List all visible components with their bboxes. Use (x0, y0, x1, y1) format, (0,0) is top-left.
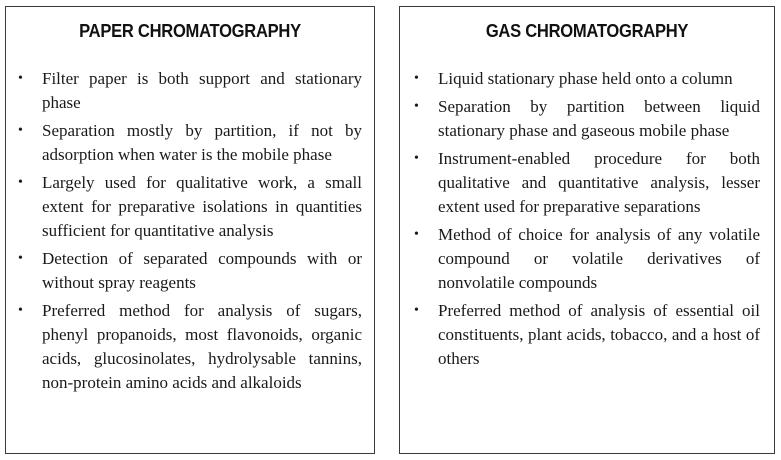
bullet-icon: • (18, 175, 23, 190)
list-item: • Filter paper is both support and stationary phase (18, 69, 362, 112)
bullet-icon: • (18, 71, 23, 86)
bullet-icon: • (18, 303, 23, 318)
list-item: • Separation by partition between liquid stationary phase and gaseous mobile phase (414, 97, 760, 140)
gas-chromatography-list (414, 67, 760, 375)
list-item: • Instrument-enabled procedure for both qualitative and quantitative analysis, lesser extent used for preparative separations (414, 149, 760, 216)
paper-chromatography-list (18, 67, 362, 399)
list-item: • Method of choice for analysis of any volatile compound or volatile derivatives of nonvolatile compounds (414, 225, 760, 292)
bullet-icon: • (414, 99, 419, 114)
bullet-icon: • (414, 151, 419, 166)
paper-chromatography-box (5, 6, 375, 454)
list-item: • Separation mostly by partition, if not by adsorption when water is the mobile phase (18, 121, 362, 164)
list-item: • Detection of separated compounds with or without spray reagents (18, 249, 362, 292)
gas-chromatography-box (399, 6, 775, 454)
list-item: • Largely used for qualitative work, a small extent for preparative isolations in quantities sufficient for quantitative analysis (18, 173, 362, 240)
list-item: • Liquid stationary phase held onto a column (414, 67, 760, 91)
paper-chromatography-title: PAPER CHROMATOGRAPHY (79, 21, 301, 41)
bullet-icon: • (18, 123, 23, 138)
bullet-icon: • (414, 71, 419, 86)
bullet-icon: • (414, 227, 419, 242)
bullet-icon: • (18, 251, 23, 266)
gas-chromatography-title: GAS CHROMATOGRAPHY (485, 21, 689, 41)
list-item: • Preferred method of analysis of essential oil constituents, plant acids, tobacco, and a host of others (414, 301, 760, 368)
list-item: • Preferred method for analysis of sugars, phenyl propanoids, most flavonoids, organic acids, glucosinolates, hydrolysable tannins, non-protein amino acids and alkaloids (18, 301, 362, 392)
bullet-icon: • (414, 303, 419, 318)
